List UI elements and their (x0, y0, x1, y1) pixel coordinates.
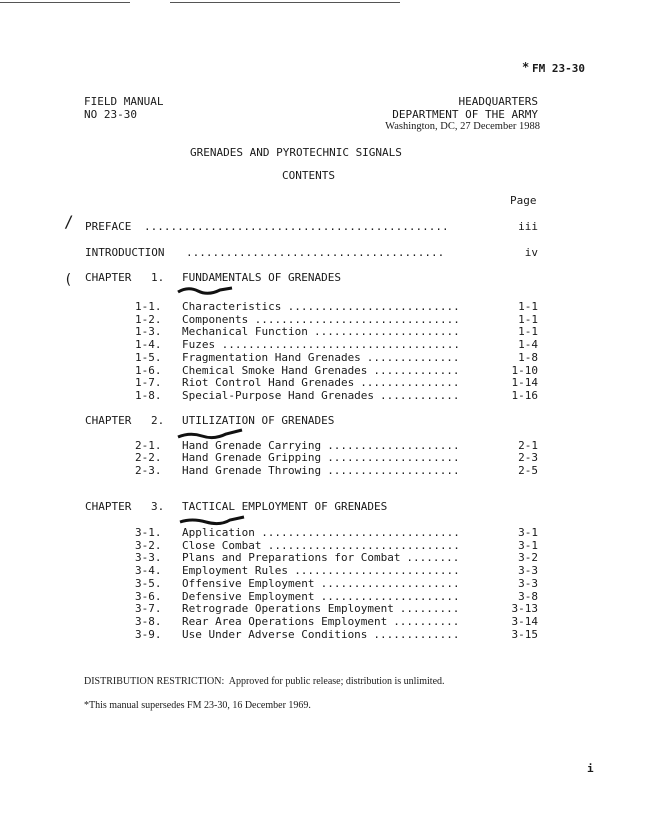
distribution-restriction: DISTRIBUTION RESTRICTION: Approved for public release; distribution is unlimited. (84, 676, 445, 687)
toc-section-row[interactable] (0, 351, 650, 364)
section-number: 1-1. (135, 300, 162, 313)
toc-section-row[interactable] (0, 602, 650, 615)
toc-section-row[interactable] (0, 313, 650, 326)
leader-dots: ...................... (314, 325, 460, 339)
toc-section-row[interactable] (0, 628, 650, 641)
section-title: Riot Control Hand Grenades (182, 376, 355, 390)
scan-line-top-2 (170, 2, 400, 3)
section-title: Application (182, 526, 255, 539)
section-title: Plans and Preparations for Combat (182, 551, 401, 565)
section-number: 1-8. (135, 388, 162, 402)
section-title: Offensive Employment (182, 576, 315, 590)
chapter-number: 2. (151, 414, 165, 427)
section-page: 2-1 (518, 439, 538, 452)
section-number: 1-2. (135, 312, 162, 326)
toc-section-row[interactable] (0, 539, 650, 552)
section-page: 1-1 (518, 325, 538, 339)
section-page: 1-4 (518, 338, 538, 352)
section-page: 3-3 (518, 564, 538, 578)
section-number: 3-3. (135, 551, 162, 565)
header-right-line1: HEADQUARTERS (458, 95, 538, 108)
leader-dots: .......................... (287, 300, 460, 313)
header-right-line2: DEPARTMENT OF THE ARMY (392, 108, 538, 121)
leader-dots: .......... (393, 614, 460, 628)
toc-section-row[interactable] (0, 325, 650, 338)
leader-dots: ..................... (320, 589, 460, 603)
leader-dots: .................... (327, 439, 460, 452)
leader-dots: .............. (366, 350, 460, 364)
toc-preface[interactable] (0, 220, 650, 234)
page-number: i (587, 762, 594, 775)
pen-squiggle (176, 284, 236, 296)
toc-section-row[interactable] (0, 364, 650, 377)
section-number: 1-3. (135, 325, 162, 339)
toc-section-row[interactable] (0, 300, 650, 313)
section-title: Special-Purpose Hand Grenades (182, 388, 375, 402)
toc-section-row[interactable] (0, 389, 650, 402)
chapter-title: FUNDAMENTALS OF GRENADES (182, 271, 341, 284)
chapter-title: TACTICAL EMPLOYMENT OF GRENADES (182, 500, 388, 513)
section-title: Retrograde Operations Employment (182, 602, 394, 616)
section-title: Components (182, 312, 249, 326)
section-title: Mechanical Function (182, 325, 308, 339)
section-title: Defensive Employment (182, 589, 315, 603)
chapter-title: UTILIZATION OF GRENADES (182, 414, 335, 427)
section-page: 1-1 (518, 300, 538, 313)
section-page: 3-13 (511, 602, 538, 616)
chapter-heading[interactable] (0, 271, 650, 285)
introduction-label: INTRODUCTION (85, 246, 165, 259)
chapter-number: 3. (151, 500, 165, 513)
section-page: 3-2 (518, 551, 538, 565)
leader-dots: ..................... (320, 576, 460, 590)
section-number: 2-2. (135, 451, 162, 465)
section-page: 1-1 (518, 312, 538, 326)
header-left-line1: FIELD MANUAL (84, 95, 164, 108)
toc-section-row[interactable] (0, 439, 650, 452)
page-column-label: Page (510, 194, 537, 207)
margin-mark: / (64, 212, 74, 231)
toc-section-row[interactable] (0, 564, 650, 577)
leader-dots: ........ (406, 551, 460, 565)
section-number: 3-2. (135, 538, 162, 552)
header-right-line3: Washington, DC, 27 December 1988 (385, 121, 540, 132)
section-title: Chemical Smoke Hand Grenades (182, 363, 368, 377)
toc-section-row[interactable] (0, 376, 650, 389)
toc-section-row[interactable] (0, 338, 650, 351)
contents-heading: CONTENTS (282, 169, 335, 182)
leader-dots: ....................................... (186, 246, 445, 259)
section-page: 3-8 (518, 589, 538, 603)
section-page: 3-14 (511, 614, 538, 628)
chapter-label: CHAPTER (85, 500, 132, 513)
chapter-number: 1. (151, 271, 165, 284)
supersedes-note: *This manual supersedes FM 23-30, 16 December 1969. (84, 700, 311, 711)
preface-page: iii (518, 220, 538, 233)
section-number: 3-4. (135, 564, 162, 578)
leader-dots: .................................... (221, 338, 461, 352)
section-title: Hand Grenade Gripping (182, 451, 322, 465)
toc-introduction[interactable] (0, 246, 650, 260)
section-number: 1-6. (135, 363, 162, 377)
section-page: 1-14 (511, 376, 538, 390)
leader-dots: ............ (380, 388, 460, 402)
section-page: 1-10 (511, 363, 538, 377)
toc-section-row[interactable] (0, 615, 650, 628)
chapter-label: CHAPTER (85, 414, 132, 427)
document-id: FM 23-30 (532, 62, 585, 75)
scan-line-top (0, 2, 130, 3)
leader-dots: .................... (327, 451, 460, 465)
section-page: 1-16 (511, 388, 538, 402)
section-title: Rear Area Operations Employment (182, 614, 388, 628)
margin-mark: ( (64, 272, 73, 288)
toc-section-row[interactable] (0, 577, 650, 590)
section-title: Use Under Adverse Conditions (182, 627, 368, 641)
toc-section-row[interactable] (0, 526, 650, 539)
document-title: GRENADES AND PYROTECHNIC SIGNALS (190, 146, 402, 159)
section-title: Hand Grenade Carrying (182, 439, 322, 452)
section-page: 1-8 (518, 350, 538, 364)
section-title: Hand Grenade Throwing (182, 463, 322, 477)
section-number: 3-8. (135, 614, 162, 628)
section-number: 1-5. (135, 350, 162, 364)
toc-section-row[interactable] (0, 590, 650, 603)
section-page: 2-5 (518, 463, 538, 477)
section-page: 2-3 (518, 451, 538, 465)
leader-dots: ............................. (267, 538, 460, 552)
section-title: Employment Rules (182, 564, 288, 578)
section-page: 3-15 (511, 627, 538, 641)
section-page: 3-3 (518, 576, 538, 590)
preface-label: PREFACE (85, 220, 132, 233)
leader-dots: .............................................. (144, 220, 449, 233)
header-left-line2: NO 23-30 (84, 108, 137, 121)
leader-dots: .............................. (261, 526, 460, 539)
section-page: 3-1 (518, 538, 538, 552)
section-title: Fragmentation Hand Grenades (182, 350, 361, 364)
section-number: 3-6. (135, 589, 162, 603)
section-number: 1-4. (135, 338, 162, 352)
section-number: 1-7. (135, 376, 162, 390)
section-number: 3-5. (135, 576, 162, 590)
chapter-heading[interactable] (0, 414, 650, 428)
chapter-label: CHAPTER (85, 271, 132, 284)
leader-dots: ............. (373, 363, 460, 377)
chapter-heading[interactable] (0, 500, 650, 514)
section-number: 2-3. (135, 463, 162, 477)
section-title: Characteristics (182, 300, 282, 313)
toc-section-row[interactable] (0, 464, 650, 477)
leader-dots: ......................... (294, 564, 460, 578)
toc-section-row[interactable] (0, 451, 650, 464)
section-page: 3-1 (518, 526, 538, 539)
section-number: 3-1. (135, 526, 162, 539)
asterisk-mark: * (522, 60, 530, 74)
leader-dots: .................... (327, 463, 460, 477)
section-number: 3-7. (135, 602, 162, 616)
leader-dots: ............................... (254, 312, 460, 326)
section-title: Fuzes (182, 338, 216, 352)
toc-section-row[interactable] (0, 551, 650, 564)
leader-dots: ............. (373, 627, 460, 641)
introduction-page: iv (524, 246, 538, 259)
section-title: Close Combat (182, 538, 262, 552)
section-number: 2-1. (135, 439, 162, 452)
leader-dots: ......... (399, 602, 460, 616)
leader-dots: ............... (360, 376, 460, 390)
section-number: 3-9. (135, 627, 162, 641)
